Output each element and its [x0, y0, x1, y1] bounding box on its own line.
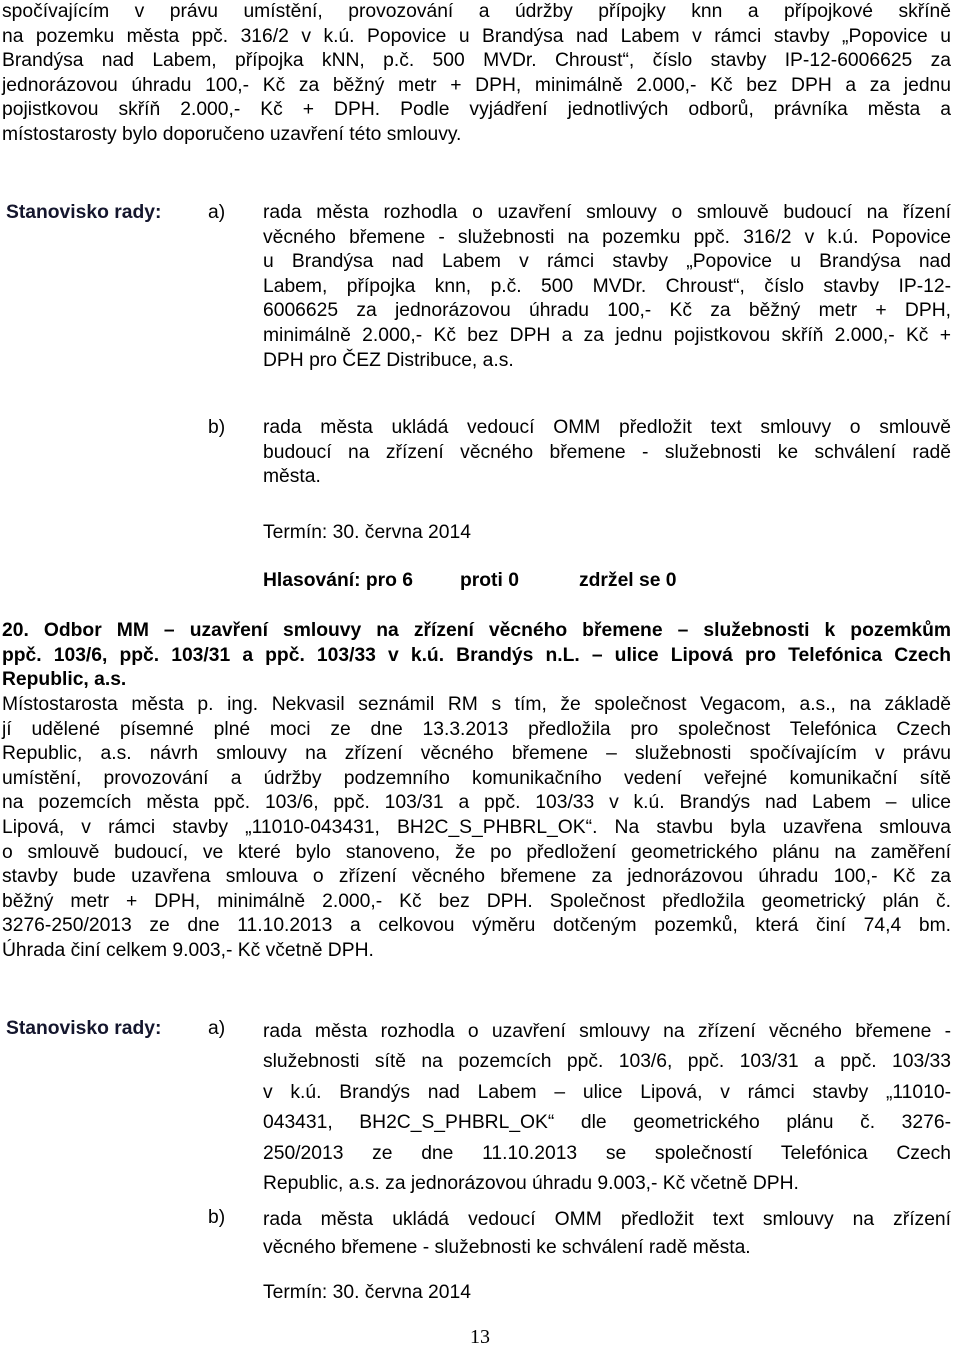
item-line: služebnosti sítě na pozemcích ppč. 103/6, ppč. 103/31 a ppč. 103/33 [263, 1051, 951, 1073]
item-line: u Brandýsa nad Labem v rámci stavby „Popovice u Brandýsa nad [263, 251, 951, 273]
intro-line: spočívajícím v právu umístění, provozování a údržby přípojky knn a přípojkové skříně [2, 1, 951, 22]
intro-line: na pozemku města ppč. 316/2 v k.ú. Popovice u Brandýsa nad Labem v rámci stavby „Popovice u [2, 25, 951, 47]
resolution-label: Stanovisko rady: [6, 1018, 162, 1039]
item-line: věcného břemene - služebnosti ke schválení radě města. [263, 1237, 751, 1258]
heading-line: ppč. 103/6, ppč. 103/31 a ppč. 103/33 v k.ú. Brandýs n.L. – ulice Lipová pro Telefónica Czech [2, 644, 951, 666]
body-line: umístění, provozování a údržby podzemního komunikačního vedení veřejné komunikační sítě [2, 767, 951, 789]
body-line: jí udělené písemné plné moci ze dne 13.3.2013 předložila pro společnost Telefónica Czech [2, 718, 951, 740]
deadline: Termín: 30. června 2014 [263, 522, 471, 543]
item-line: Republic, a.s. za jednorázovou úhradu 9.003,- Kč včetně DPH. [263, 1173, 799, 1195]
body-line: Místostarosta města p. ing. Nekvasil seznámil RM s tím, že společnost Vegacom, a.s., na základě [2, 694, 951, 715]
body-line: stavby bude uzavřena smlouva o zřízení věcného břemene za jednorázovou úhradu 100,- Kč za [2, 866, 951, 888]
resolution-item-a [263, 1017, 951, 1199]
intro-line: pojistkovou skříň 2.000,- Kč + DPH. Podle vyjádření jednotlivých odborů, právníka města a [2, 99, 951, 121]
item-line: rada města ukládá vedoucí OMM předložit text smlouvy na zřízení [263, 1209, 951, 1230]
resolution-item-a [263, 201, 951, 373]
agenda-item-heading [2, 619, 951, 693]
item-letter-a: a) [208, 1018, 226, 1039]
item-line: DPH pro ČEZ Distribuce, a.s. [263, 349, 514, 371]
intro-paragraph [2, 0, 951, 148]
resolution-item-b [263, 416, 951, 490]
body-line: běžný metr + DPH, minimálně 2.000,- Kč bez DPH. Společnost předložila geometrický plán č. [2, 890, 951, 912]
heading-line: Republic, a.s. [2, 669, 127, 691]
item-line: 6006625 za jednorázovou úhradu 100,- Kč za běžný metr + DPH, [263, 300, 951, 322]
item-line: rada města rozhodla o uzavření smlouvy na zřízení věcného břemene - [263, 1021, 951, 1042]
vote-against: proti 0 [460, 570, 519, 591]
item-line: města. [263, 466, 321, 488]
page-number: 13 [470, 1326, 490, 1348]
item-letter-b: b) [208, 417, 226, 438]
item-line: 043431, BH2C_S_PHBRL_OK“ dle geometrického plánu č. 3276- [263, 1112, 951, 1134]
body-line: Úhrada činí celkem 9.003,- Kč včetně DPH. [2, 939, 374, 961]
intro-line: místostarosty bylo doporučeno uzavření této smlouvy. [2, 123, 462, 145]
item-line: rada města rozhodla o uzavření smlouvy o smlouvě budoucí na řízení [263, 202, 951, 223]
vote-for: Hlasování: pro 6 [263, 570, 414, 591]
item-line: minimálně 2.000,- Kč bez DPH a za jednu pojistkovou skříň 2.000,- Kč + [263, 324, 951, 346]
item-line: budoucí na zřízení věcného břemene - služebnosti ke schválení radě [263, 441, 951, 463]
body-line: na pozemcích města ppč. 103/6, ppč. 103/31 a ppč. 103/33 v k.ú. Brandýs nad Labem – ulice [2, 792, 951, 814]
resolution-label: Stanovisko rady: [6, 202, 162, 223]
deadline: Termín: 30. června 2014 [263, 1282, 471, 1303]
body-line: o smlouvě budoucí, ve které bylo stanoveno, že po předložení geometrického plánu na zaměření [2, 841, 951, 863]
vote-result [263, 569, 677, 594]
item-line: v k.ú. Brandýs nad Labem – ulice Lipová, v rámci stavby „11010- [263, 1081, 951, 1103]
item-line: Labem, přípojka knn, p.č. 500 MVDr. Chroust“, číslo stavby IP-12- [263, 275, 951, 297]
intro-line: Brandýsa nad Labem, přípojka kNN, p.č. 500 MVDr. Chroust“, číslo stavby IP-12-6006625 za [2, 50, 951, 72]
item-line: věcného břemene - služebnosti na pozemku ppč. 316/2 v k.ú. Popovice [263, 226, 951, 248]
item-line: rada města ukládá vedoucí OMM předložit text smlouvy o smlouvě [263, 417, 951, 438]
agenda-item-body [2, 693, 951, 964]
item-letter-b: b) [208, 1207, 226, 1228]
item-line: 250/2013 ze dne 11.10.2013 se společností Telefónica Czech [263, 1142, 951, 1164]
vote-abstain: zdržel se 0 [579, 570, 677, 591]
resolution-item-b [263, 1206, 951, 1262]
body-line: Lipová, v rámci stavby „11010-043431, BH2C_S_PHBRL_OK“. Na stavbu byla uzavřena smlouva [2, 816, 951, 838]
body-line: Republic, a.s. návrh smlouvy na zřízení věcného břemene – služebnosti spočívajícím v právu [2, 743, 951, 765]
intro-line: jednorázovou úhradu 100,- Kč za běžný metr + DPH, minimálně 2.000,- Kč bez DPH a za jednu [2, 74, 951, 96]
item-letter-a: a) [208, 202, 226, 223]
body-line: 3276-250/2013 ze dne 11.10.2013 a celkovou výměru dotčeným pozemků, která činí 74,4 bm. [2, 915, 951, 937]
heading-line: 20. Odbor MM – uzavření smlouvy na zřízení věcného břemene – služebnosti k pozemkům [2, 620, 951, 641]
